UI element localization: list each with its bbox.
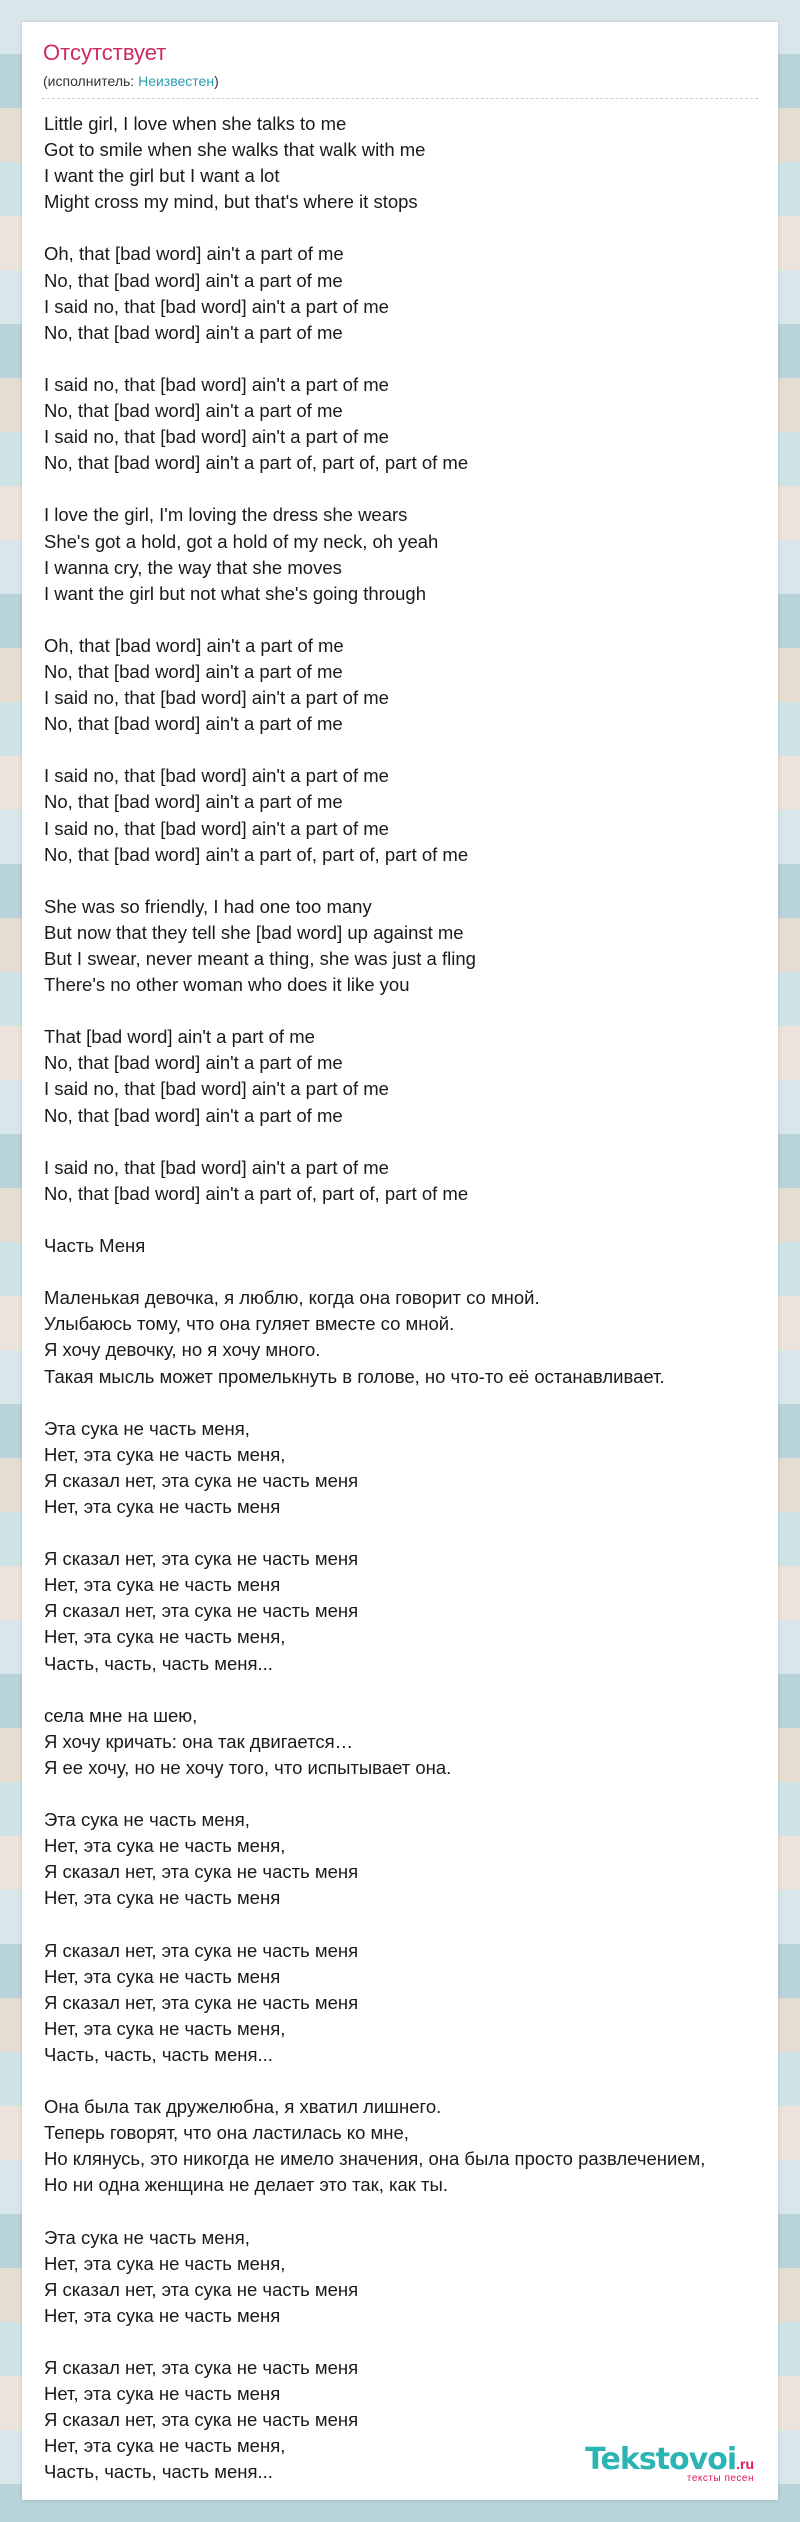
lyrics-page <box>22 22 778 2500</box>
lyrics-body <box>22 99 778 2486</box>
lyric-line: No, that [bad word] ain't a part of me <box>44 713 343 735</box>
lyrics-stanza <box>44 241 778 345</box>
lyric-line: Я сказал нет, эта сука не часть меня <box>44 2357 359 2379</box>
lyric-line: Теперь говорят, что она ластилась ко мне, <box>44 2122 409 2144</box>
lyrics-stanza <box>44 2225 778 2329</box>
lyric-line: Я сказал нет, эта сука не часть меня <box>44 1469 359 1491</box>
lyric-line: No, that [bad word] ain't a part of me <box>44 321 343 343</box>
lyrics-stanza <box>44 1024 778 1128</box>
lyric-line: Я сказал нет, эта сука не часть меня <box>44 1939 359 1961</box>
logo-name: Tekstovoi <box>585 2442 737 2477</box>
lyric-line: I want the girl but not what she's going through <box>44 582 426 604</box>
lyric-line: Я сказал нет, эта сука не часть меня <box>44 1861 359 1883</box>
lyric-line: Нет, эта сука не часть меня <box>44 1965 281 1987</box>
lyrics-stanza <box>44 1233 778 1259</box>
lyric-line: Я хочу кричать: она так двигается… <box>44 1730 354 1752</box>
lyric-line: Oh, that [bad word] ain't a part of me <box>44 634 344 656</box>
lyric-line: села мне на шею, <box>44 1704 198 1726</box>
lyric-line: Нет, эта сука не часть меня <box>44 1574 281 1596</box>
lyric-line: Часть Меня <box>44 1235 146 1257</box>
song-title: Отсутствует <box>43 40 167 65</box>
lyric-line: Маленькая девочка, я люблю, когда она говорит со мной. <box>44 1287 540 1309</box>
lyric-line: Я сказал нет, эта сука не часть меня <box>44 2278 359 2300</box>
lyric-line: She was so friendly, I had one too many <box>44 895 372 917</box>
lyric-line: Но ни одна женщина не делает это так, как ты. <box>44 2174 448 2196</box>
lyrics-stanza <box>44 894 778 998</box>
lyric-line: No, that [bad word] ain't a part of me <box>44 400 343 422</box>
lyric-line: Часть, часть, часть меня... <box>44 1652 273 1674</box>
lyric-line: No, that [bad word] ain't a part of me <box>44 1104 343 1126</box>
lyric-line: No, that [bad word] ain't a part of, part of, part of me <box>44 1182 469 1204</box>
lyric-line: Я сказал нет, эта сука не часть меня <box>44 1991 359 2013</box>
lyric-line: Oh, that [bad word] ain't a part of me <box>44 243 344 265</box>
site-logo[interactable] <box>585 2442 754 2484</box>
logo-tagline: тексты песен <box>686 2473 754 2484</box>
lyric-line: Эта сука не часть меня, <box>44 1809 250 1831</box>
lyric-line: Нет, эта сука не часть меня, <box>44 1443 286 1465</box>
lyric-line: I wanna cry, the way that she moves <box>44 556 342 578</box>
lyric-line: Эта сука не часть меня, <box>44 2226 250 2248</box>
song-header <box>22 22 778 90</box>
lyrics-stanza <box>44 1416 778 1520</box>
lyric-line: No, that [bad word] ain't a part of me <box>44 660 343 682</box>
lyrics-stanza <box>44 372 778 476</box>
lyric-line: No, that [bad word] ain't a part of me <box>44 791 343 813</box>
lyric-line: I love the girl, I'm loving the dress she wears <box>44 504 408 526</box>
lyric-line: No, that [bad word] ain't a part of, part of, part of me <box>44 452 469 474</box>
lyric-line: That [bad word] ain't a part of me <box>44 1026 315 1048</box>
lyric-line: Нет, эта сука не часть меня <box>44 1887 281 1909</box>
lyric-line: Нет, эта сука не часть меня <box>44 1495 281 1517</box>
lyric-line: I said no, that [bad word] ain't a part of me <box>44 765 389 787</box>
byline-suffix: ) <box>214 73 219 89</box>
lyric-line: Нет, эта сука не часть меня, <box>44 2252 286 2274</box>
lyrics-stanza <box>44 111 778 215</box>
lyric-line: I said no, that [bad word] ain't a part of me <box>44 817 389 839</box>
lyric-line: But now that they tell she [bad word] up against me <box>44 921 464 943</box>
lyric-line: Нет, эта сука не часть меня, <box>44 1626 286 1648</box>
lyric-line: I said no, that [bad word] ain't a part of me <box>44 687 389 709</box>
lyric-line: I said no, that [bad word] ain't a part of me <box>44 1156 389 1178</box>
lyric-line: Она была так дружелюбна, я хватил лишнего. <box>44 2096 442 2118</box>
lyric-line: Little girl, I love when she talks to me <box>44 113 347 134</box>
lyric-line: Но клянусь, это никогда не имело значения, она была просто развлечением, <box>44 2148 706 2170</box>
lyrics-stanza <box>44 502 778 606</box>
lyrics-stanza <box>44 2094 778 2198</box>
lyric-line: I said no, that [bad word] ain't a part of me <box>44 426 389 448</box>
lyric-line: Я сказал нет, эта сука не часть меня <box>44 2409 359 2431</box>
lyric-line: I said no, that [bad word] ain't a part of me <box>44 373 389 395</box>
lyric-line: Часть, часть, часть меня... <box>44 2043 273 2065</box>
lyric-line: Такая мысль может промелькнуть в голове, но что-то её останавливает. <box>44 1365 665 1387</box>
lyric-line: Нет, эта сука не часть меня, <box>44 2017 286 2039</box>
lyric-line: Я сказал нет, эта сука не часть меня <box>44 1548 359 1570</box>
artist-byline <box>43 72 778 90</box>
lyric-line: Might cross my mind, but that's where it stops <box>44 191 418 213</box>
lyrics-stanza <box>44 1938 778 2068</box>
lyric-line: Нет, эта сука не часть меня, <box>44 2435 286 2457</box>
lyric-line: No, that [bad word] ain't a part of, part of, part of me <box>44 843 469 865</box>
lyric-line: Эта сука не часть меня, <box>44 1417 250 1439</box>
lyric-line: She's got a hold, got a hold of my neck, oh yeah <box>44 530 439 552</box>
lyric-line: There's no other woman who does it like you <box>44 974 410 996</box>
lyric-line: Я хочу девочку, но я хочу много. <box>44 1339 321 1361</box>
lyric-line: No, that [bad word] ain't a part of me <box>44 1052 343 1074</box>
lyric-line: I want the girl but I want a lot <box>44 165 280 187</box>
lyric-line: Улыбаюсь тому, что она гуляет вместе со мной. <box>44 1313 455 1335</box>
byline-prefix: (исполнитель: <box>43 73 139 89</box>
lyrics-stanza <box>44 1546 778 1676</box>
logo-tld: .ru <box>736 2456 754 2472</box>
lyric-line: I said no, that [bad word] ain't a part of me <box>44 295 389 317</box>
lyrics-stanza <box>44 1807 778 1911</box>
lyric-line: Я ее хочу, но не хочу того, что испытывает она. <box>44 1756 452 1778</box>
lyrics-stanza <box>44 1155 778 1207</box>
lyric-line: Нет, эта сука не часть меня <box>44 2304 281 2326</box>
lyric-line: No, that [bad word] ain't a part of me <box>44 269 343 291</box>
lyric-line: But I swear, never meant a thing, she was just a fling <box>44 948 476 969</box>
lyric-line: Я сказал нет, эта сука не часть меня <box>44 1600 359 1622</box>
lyrics-stanza <box>44 633 778 737</box>
artist-link[interactable]: Неизвестен <box>138 73 215 89</box>
lyric-line: I said no, that [bad word] ain't a part of me <box>44 1078 389 1100</box>
lyric-line: Часть, часть, часть меня... <box>44 2461 273 2483</box>
lyrics-stanza <box>44 1703 778 1781</box>
lyrics-stanza <box>44 1285 778 1389</box>
lyric-line: Нет, эта сука не часть меня, <box>44 1835 286 1857</box>
lyric-line: Got to smile when she walks that walk with me <box>44 139 426 161</box>
lyrics-stanza <box>44 763 778 867</box>
lyric-line: Нет, эта сука не часть меня <box>44 2383 281 2405</box>
